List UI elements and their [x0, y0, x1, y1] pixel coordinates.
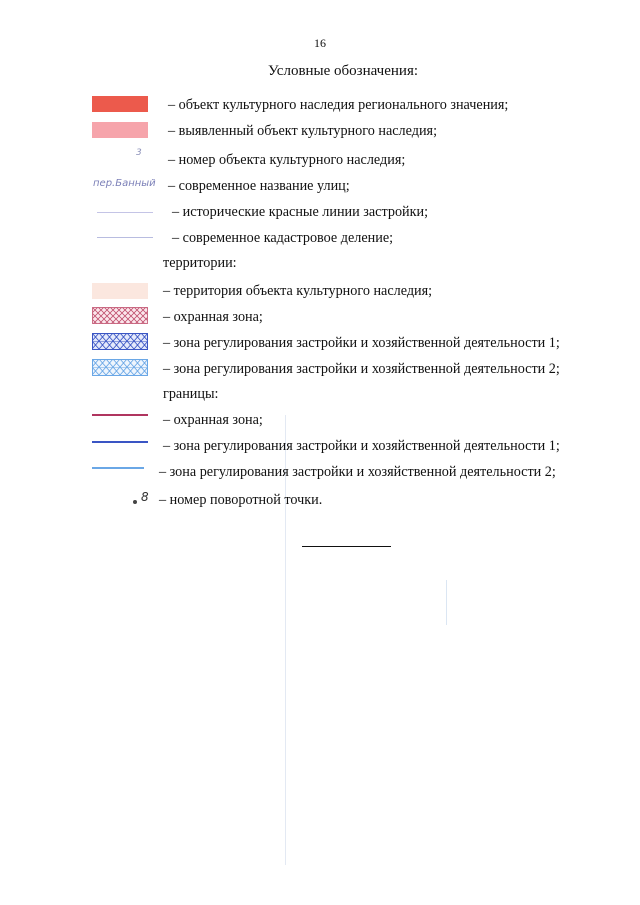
end-line [302, 546, 391, 547]
territories-heading: территории: [163, 255, 237, 271]
legend-text: – охранная зона; [163, 309, 263, 325]
legend-text: – номер объекта культурного наследия; [168, 152, 406, 168]
legend-item-protection-zone [0, 306, 640, 326]
regulation-zone-2-hatch-icon [92, 359, 148, 376]
legend-item-border-zone-2 [0, 458, 640, 478]
legend-title: Условные обозначения: [267, 63, 419, 79]
legend-text: – охранная зона; [163, 412, 263, 428]
protection-border-line-icon [92, 414, 148, 416]
legend-item-border-zone-1 [0, 432, 640, 452]
legend-text: – выявленный объект культурного наследия; [168, 123, 438, 139]
legend-item-cadastral [0, 227, 640, 247]
zone-2-border-line-icon [92, 467, 144, 469]
legend-item-turn-point [0, 489, 640, 509]
legend-text: – объект культурного наследия регионального значения; [168, 97, 509, 113]
zone-1-border-line-icon [92, 441, 148, 443]
turn-point-symbol: 8 [141, 490, 149, 504]
page-number: 16 [314, 36, 326, 50]
cadastral-line-icon [97, 237, 153, 238]
legend-text: – современное название улиц; [168, 178, 350, 194]
legend-text: – зона регулирования застройки и хозяйственной деятельности 2; [163, 361, 560, 377]
scan-artifact [446, 580, 447, 625]
pink-swatch-icon [92, 122, 148, 138]
legend-item-regulation-zone-1 [0, 332, 640, 352]
legend-item-object-number [0, 146, 640, 166]
street-name-symbol: пер.Банный [93, 178, 156, 189]
territory-swatch-icon [92, 283, 148, 299]
legend-text: – современное кадастровое деление; [172, 230, 394, 246]
regulation-zone-1-hatch-icon [92, 333, 148, 350]
object-number-symbol: 3 [136, 148, 142, 158]
legend-item-identified-object [0, 120, 640, 140]
legend-text: – территория объекта культурного наследия; [163, 283, 433, 299]
legend-item-street-name [0, 176, 640, 196]
scan-artifact [285, 415, 286, 865]
legend-item-territory [0, 281, 640, 301]
turn-point-dot-icon [133, 500, 137, 504]
red-swatch-icon [92, 96, 148, 112]
legend-text: – номер поворотной точки. [159, 492, 323, 508]
legend-text: – исторические красные линии застройки; [172, 204, 429, 220]
legend-item-regulation-zone-2 [0, 358, 640, 378]
protection-zone-hatch-icon [92, 307, 148, 324]
legend-item-historic-lines [0, 202, 640, 222]
legend-text: – зона регулирования застройки и хозяйственной деятельности 1; [163, 438, 560, 454]
legend-text: – зона регулирования застройки и хозяйственной деятельности 1; [163, 335, 560, 351]
legend-text: – зона регулирования застройки и хозяйственной деятельности 2; [159, 464, 556, 480]
historic-line-icon [97, 212, 153, 213]
legend-item-border-protection [0, 405, 640, 428]
borders-heading: границы: [163, 386, 219, 402]
legend-item-regional-object [0, 94, 640, 114]
